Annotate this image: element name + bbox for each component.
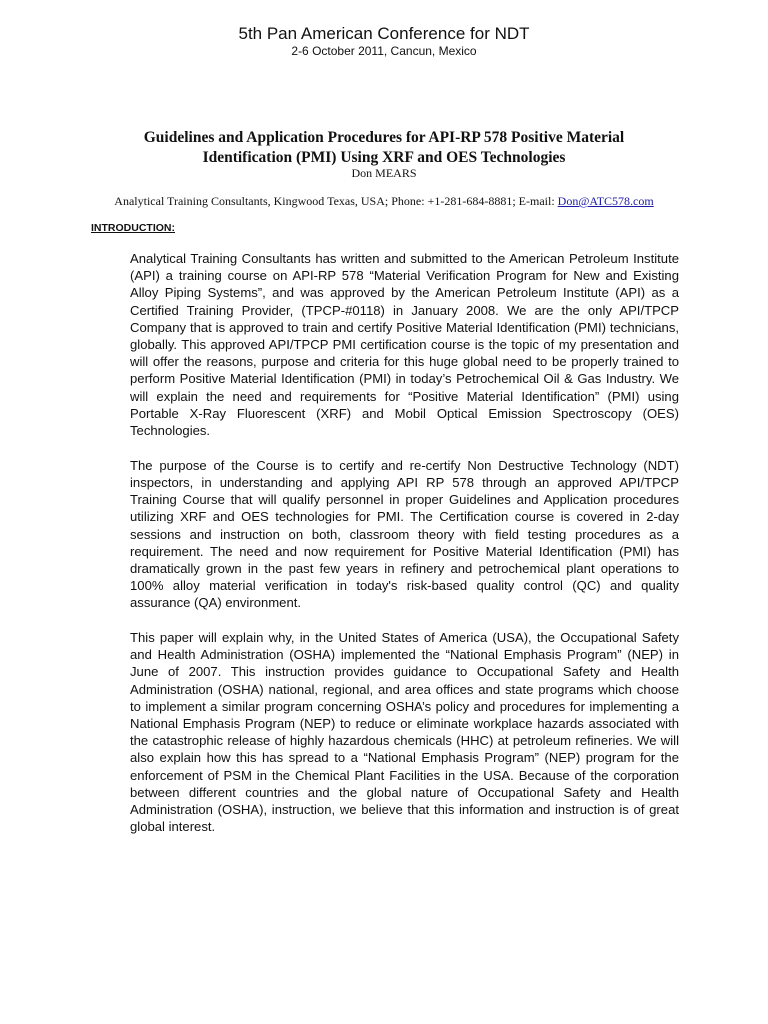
- section-body: [130, 250, 679, 853]
- body-paragraph: The purpose of the Course is to certify and re-certify Non Destructive Technology (NDT) inspectors, in understanding and applying API RP 578 through an approved API/TPCP Training Course that will qualify personnel in proper Guidelines and Application procedures utilizing XRF and OES technologies for PMI. The Certification course is covered in 2-day sessions and instruction on both, classroom theory with field testing procedures as a requirement. The need and now requirement for Positive Material Identification (PMI) has dramatically grown in the past few years in refinery and petrochemical plant operations to 100% alloy material verification in today's risk-based quality control (QC) and quality assurance (QA) environment.: [130, 457, 679, 611]
- conference-dates: 2-6 October 2011, Cancun, Mexico: [291, 44, 477, 58]
- email-link[interactable]: Don@ATC578.com: [557, 194, 654, 208]
- body-paragraph: Analytical Training Consultants has written and submitted to the American Petroleum Institute (API) a training course on API-RP 578 “Material Verification Program for New and Existing Alloy Piping Systems”, and was approved by the American Petroleum Institute (API) as a Certified Training Provider, (TPCP-#0118) in January 2008. We are the only API/TPCP Company that is approved to train and certify Positive Material Identification (PMI) technicians, globally. This approved API/TPCP PMI certification course is the topic of my presentation and will offer the reasons, purpose and criteria for this huge global need to be properly trained to perform Positive Material Identification (PMI) in today’s Petrochemical Oil & Gas Industry. We will explain the need and requirements for “Positive Material Identification” (PMI) using Portable X-Ray Fluorescent (XRF) and Mobil Optical Emission Spectroscopy (OES) Technologies.: [130, 251, 679, 439]
- paper-title-line-1: Guidelines and Application Procedures for API-RP 578 Positive Material: [143, 129, 625, 146]
- conference-title: 5th Pan American Conference for NDT: [238, 24, 530, 43]
- body-paragraph: This paper will explain why, in the United States of America (USA), the Occupational Safety and Health Administration (OSHA) implemented the “National Emphasis Program” (NEP) in June of 2007. This instruction provides guidance to Occupational Safety and Health Administration (OSHA) national, regional, and area offices and state programs which choose to implement a similar program concerning OSHA’s policy and procedures for implementing a National Emphasis Program (NEP) to reduce or eliminate workplace hazards associated with the catastrophic release of highly hazardous chemicals (HHC) at petroleum refineries. We will also explain how this has spread to a “National Emphasis Program” (NEP) program for the enforcement of PSM in the Chemical Plant Facilities in the USA. Because of the corporation between different countries and the global nature of Occupational Safety and Health Administration (OSHA), instruction, we believe that this information and instruction is of great global interest.: [130, 630, 679, 835]
- author-name: Don MEARS: [351, 166, 417, 180]
- paper-title: [84, 128, 684, 168]
- section-heading: INTRODUCTION:: [91, 222, 175, 234]
- paper-title-line-2: Identification (PMI) Using XRF and OES Technologies: [202, 149, 566, 166]
- affiliation-text: Analytical Training Consultants, Kingwood Texas, USA; Phone: +1-281-684-8881; E-mail:: [114, 194, 558, 208]
- author-affiliation: [0, 194, 768, 209]
